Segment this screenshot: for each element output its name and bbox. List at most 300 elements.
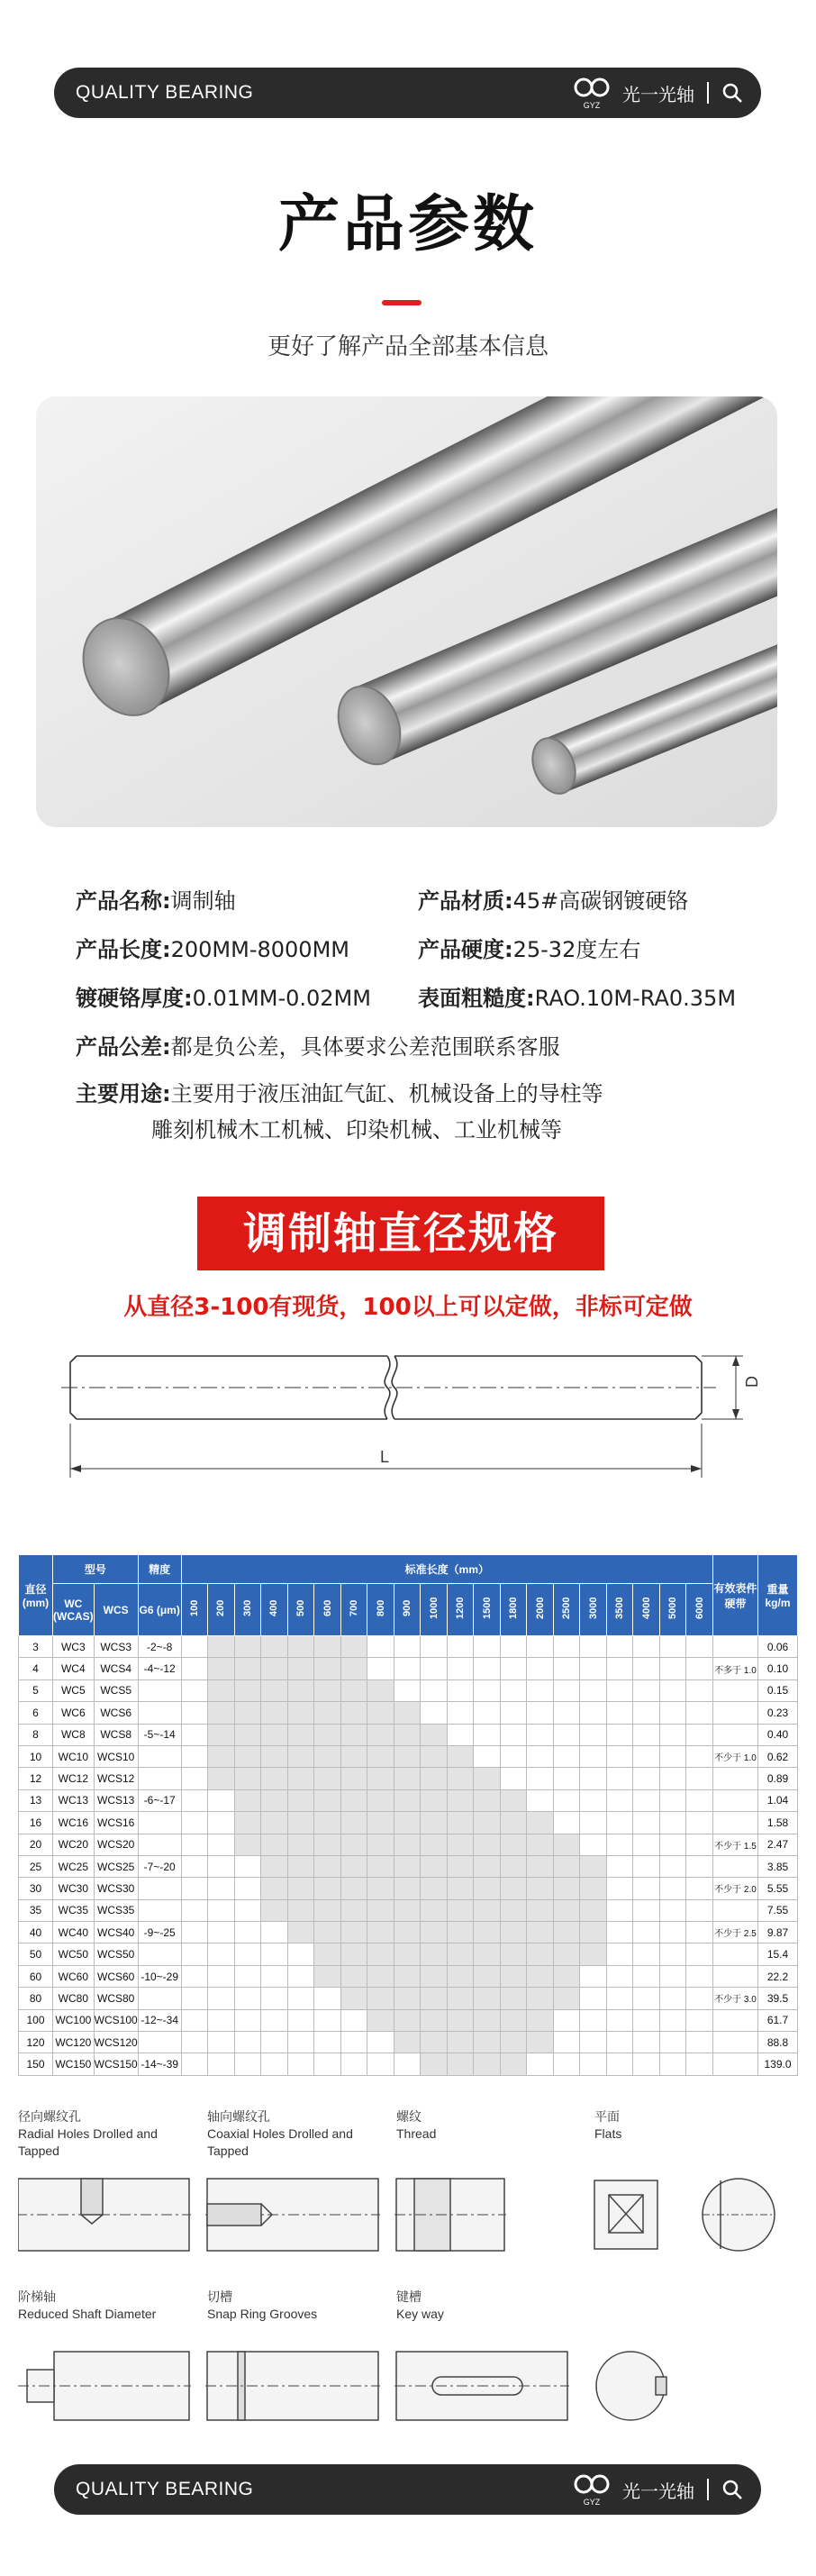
cell-availability bbox=[659, 1768, 686, 1789]
cell-availability bbox=[181, 1745, 208, 1767]
cell-availability bbox=[580, 1679, 607, 1701]
cell-wc: WC150 bbox=[53, 2053, 95, 2075]
cell-availability bbox=[340, 1988, 367, 2009]
cell-availability bbox=[340, 1943, 367, 1965]
cell-availability bbox=[208, 1658, 235, 1679]
cell-availability bbox=[287, 1855, 314, 1877]
cell-availability bbox=[394, 2032, 421, 2053]
cell-availability bbox=[234, 2032, 261, 2053]
col-g6: G6 (μm) bbox=[138, 1584, 181, 1636]
cell-availability bbox=[394, 1768, 421, 1789]
cell-effective: 不多于 1.0 bbox=[713, 1658, 758, 1679]
cell-wcs: WCS120 bbox=[94, 2032, 138, 2053]
table-row bbox=[19, 2009, 798, 2031]
cell-availability bbox=[234, 1724, 261, 1745]
cell-availability bbox=[633, 2032, 660, 2053]
spec-roughness: 表面粗糙度:RAO.10M-RA0.35M bbox=[418, 985, 737, 1011]
cell-wc: WC50 bbox=[53, 1943, 95, 1965]
cell-availability bbox=[314, 1922, 341, 1943]
cell-availability bbox=[500, 1988, 527, 2009]
cell-availability bbox=[421, 1988, 448, 2009]
cell-diameter: 60 bbox=[19, 1965, 53, 1987]
cell-availability bbox=[394, 1855, 421, 1877]
cell-availability bbox=[500, 1768, 527, 1789]
cell-availability bbox=[606, 1834, 633, 1855]
cell-availability bbox=[181, 1878, 208, 1899]
cell-availability bbox=[394, 1679, 421, 1701]
cell-weight: 0.89 bbox=[758, 1768, 798, 1789]
cell-availability bbox=[633, 1745, 660, 1767]
cell-availability bbox=[340, 1789, 367, 1811]
cell-availability bbox=[527, 2009, 554, 2031]
cell-availability bbox=[340, 1702, 367, 1724]
cell-availability bbox=[553, 2053, 580, 2075]
cell-availability bbox=[261, 2032, 288, 2053]
cell-availability bbox=[553, 1922, 580, 1943]
cell-availability bbox=[340, 1658, 367, 1679]
cell-availability bbox=[287, 1768, 314, 1789]
cell-availability bbox=[421, 2032, 448, 2053]
cell-availability bbox=[527, 1988, 554, 2009]
cell-availability bbox=[633, 1878, 660, 1899]
cell-availability bbox=[447, 2032, 474, 2053]
cell-availability bbox=[394, 1922, 421, 1943]
cell-availability bbox=[234, 1878, 261, 1899]
cell-weight: 139.0 bbox=[758, 2053, 798, 2075]
cell-availability bbox=[500, 1636, 527, 1658]
cell-availability bbox=[474, 1899, 501, 1921]
cell-availability bbox=[606, 1724, 633, 1745]
cell-availability bbox=[208, 1878, 235, 1899]
cell-availability bbox=[447, 1658, 474, 1679]
cell-wcs: WCS150 bbox=[94, 2053, 138, 2075]
col-length-100: 100 bbox=[181, 1584, 208, 1636]
cell-availability bbox=[659, 1789, 686, 1811]
col-precision: 精度 bbox=[138, 1555, 181, 1584]
cell-availability bbox=[474, 1855, 501, 1877]
cell-effective bbox=[713, 1724, 758, 1745]
cell-availability bbox=[421, 1658, 448, 1679]
cell-availability bbox=[340, 1812, 367, 1834]
cell-availability bbox=[261, 1943, 288, 1965]
cell-availability bbox=[261, 1878, 288, 1899]
cell-availability bbox=[314, 2032, 341, 2053]
col-diameter: 直径 (mm) bbox=[19, 1555, 53, 1636]
cell-availability bbox=[421, 2053, 448, 2075]
cell-availability bbox=[447, 1812, 474, 1834]
cell-wc: WC10 bbox=[53, 1745, 95, 1767]
spec-list bbox=[76, 874, 796, 1148]
brand-label: QUALITY BEARING bbox=[76, 82, 254, 103]
cell-availability bbox=[580, 1988, 607, 2009]
cell-wcs: WCS100 bbox=[94, 2009, 138, 2031]
cell-availability bbox=[234, 1834, 261, 1855]
cell-availability bbox=[553, 1834, 580, 1855]
cell-availability bbox=[686, 1834, 713, 1855]
cell-availability bbox=[287, 1878, 314, 1899]
feature-thread: 螺纹 Thread bbox=[396, 2109, 437, 2141]
table-row bbox=[19, 1636, 798, 1658]
cell-availability bbox=[580, 1789, 607, 1811]
cell-wc: WC16 bbox=[53, 1812, 95, 1834]
cell-availability bbox=[633, 2053, 660, 2075]
cell-availability bbox=[340, 1855, 367, 1877]
cell-availability bbox=[261, 1768, 288, 1789]
cell-availability bbox=[500, 1899, 527, 1921]
col-weight: 重量 kg/m bbox=[758, 1555, 798, 1636]
cell-availability bbox=[580, 1899, 607, 1921]
table-row bbox=[19, 1768, 798, 1789]
cell-availability bbox=[367, 2032, 394, 2053]
cell-availability bbox=[208, 1965, 235, 1987]
cell-availability bbox=[234, 1745, 261, 1767]
cell-availability bbox=[474, 1922, 501, 1943]
cell-wc: WC25 bbox=[53, 1855, 95, 1877]
table-row bbox=[19, 1679, 798, 1701]
cell-availability bbox=[314, 1878, 341, 1899]
cell-availability bbox=[686, 1724, 713, 1745]
feature-grid bbox=[18, 2108, 798, 2442]
cell-availability bbox=[553, 1943, 580, 1965]
cell-effective bbox=[713, 1812, 758, 1834]
shaft-drawing bbox=[54, 1334, 775, 1541]
cell-wc: WC13 bbox=[53, 1789, 95, 1811]
cell-availability bbox=[314, 1768, 341, 1789]
cell-tolerance: -4~-12 bbox=[138, 1658, 181, 1679]
cell-availability bbox=[181, 1943, 208, 1965]
cell-availability bbox=[500, 1812, 527, 1834]
cell-diameter: 6 bbox=[19, 1702, 53, 1724]
cell-availability bbox=[234, 1988, 261, 2009]
cell-availability bbox=[553, 1988, 580, 2009]
cell-availability bbox=[287, 2053, 314, 2075]
footer-divider bbox=[707, 2479, 709, 2500]
cell-availability bbox=[580, 1724, 607, 1745]
cell-availability bbox=[606, 1658, 633, 1679]
cell-availability bbox=[686, 1943, 713, 1965]
page-title: 产品参数 bbox=[277, 189, 538, 260]
cell-availability bbox=[421, 1679, 448, 1701]
col-length-800: 800 bbox=[367, 1584, 394, 1636]
cell-availability bbox=[340, 2053, 367, 2075]
cell-wcs: WCS10 bbox=[94, 1745, 138, 1767]
cell-weight: 7.55 bbox=[758, 1899, 798, 1921]
cell-availability bbox=[659, 2032, 686, 2053]
cell-wcs: WCS20 bbox=[94, 1834, 138, 1855]
cell-availability bbox=[659, 1724, 686, 1745]
cell-availability bbox=[686, 1988, 713, 2009]
cell-wcs: WCS80 bbox=[94, 1988, 138, 2009]
cell-availability bbox=[606, 1768, 633, 1789]
cell-availability bbox=[447, 1855, 474, 1877]
cell-availability bbox=[208, 1724, 235, 1745]
cell-availability bbox=[367, 1658, 394, 1679]
cell-availability bbox=[421, 1702, 448, 1724]
header-bar bbox=[54, 68, 761, 118]
col-length-1200: 1200 bbox=[447, 1584, 474, 1636]
cell-availability bbox=[447, 1745, 474, 1767]
cell-availability bbox=[447, 1702, 474, 1724]
cell-availability bbox=[421, 2009, 448, 2031]
cell-availability bbox=[181, 1834, 208, 1855]
cell-availability bbox=[287, 1658, 314, 1679]
cell-weight: 0.15 bbox=[758, 1679, 798, 1701]
cell-availability bbox=[340, 1965, 367, 1987]
cell-diameter: 80 bbox=[19, 1988, 53, 2009]
cell-effective bbox=[713, 1636, 758, 1658]
cell-availability bbox=[633, 1812, 660, 1834]
cell-availability bbox=[580, 1922, 607, 1943]
cell-tolerance bbox=[138, 1943, 181, 1965]
cell-availability bbox=[181, 1702, 208, 1724]
cell-availability bbox=[686, 1922, 713, 1943]
cell-availability bbox=[394, 1834, 421, 1855]
cell-availability bbox=[580, 1943, 607, 1965]
cell-availability bbox=[181, 1812, 208, 1834]
cell-availability bbox=[500, 1965, 527, 1987]
table-row bbox=[19, 1724, 798, 1745]
cell-availability bbox=[314, 1679, 341, 1701]
cell-availability bbox=[686, 2032, 713, 2053]
cell-availability bbox=[421, 1878, 448, 1899]
cell-availability bbox=[527, 2053, 554, 2075]
cell-availability bbox=[659, 1922, 686, 1943]
cell-availability bbox=[340, 1834, 367, 1855]
company-name: 光一光轴 bbox=[622, 83, 694, 105]
cell-availability bbox=[606, 1636, 633, 1658]
cell-availability bbox=[287, 1988, 314, 2009]
cell-wcs: WCS30 bbox=[94, 1878, 138, 1899]
cell-availability bbox=[527, 1834, 554, 1855]
cell-tolerance: -2~-8 bbox=[138, 1636, 181, 1658]
cell-availability bbox=[340, 1724, 367, 1745]
feature-snapring: 切槽 Snap Ring Grooves bbox=[207, 2289, 318, 2321]
cell-availability bbox=[421, 1812, 448, 1834]
footer-bar bbox=[54, 2464, 761, 2515]
cell-availability bbox=[527, 1658, 554, 1679]
header-divider bbox=[707, 82, 709, 104]
cell-availability bbox=[208, 1745, 235, 1767]
cell-wcs: WCS60 bbox=[94, 1965, 138, 1987]
cell-availability bbox=[394, 2053, 421, 2075]
table-row bbox=[19, 1745, 798, 1767]
cell-weight: 22.2 bbox=[758, 1965, 798, 1987]
cell-weight: 61.7 bbox=[758, 2009, 798, 2031]
cell-availability bbox=[659, 1679, 686, 1701]
cell-availability bbox=[208, 1768, 235, 1789]
search-icon[interactable] bbox=[721, 82, 743, 104]
cell-availability bbox=[181, 1855, 208, 1877]
cell-availability bbox=[181, 2009, 208, 2031]
footer-logo bbox=[572, 2471, 612, 2508]
cell-availability bbox=[234, 1943, 261, 1965]
cell-availability bbox=[633, 1855, 660, 1877]
cell-tolerance bbox=[138, 1988, 181, 2009]
cell-availability bbox=[208, 2053, 235, 2075]
cell-availability bbox=[394, 1965, 421, 1987]
cell-availability bbox=[606, 1745, 633, 1767]
page-subtitle: 更好了解产品全部基本信息 bbox=[267, 333, 549, 360]
diameter-label: D bbox=[743, 1376, 761, 1388]
cell-availability bbox=[686, 1789, 713, 1811]
cell-availability bbox=[394, 1745, 421, 1767]
cell-wcs: WCS12 bbox=[94, 1768, 138, 1789]
cell-availability bbox=[553, 2032, 580, 2053]
cell-availability bbox=[181, 1724, 208, 1745]
cell-availability bbox=[394, 1702, 421, 1724]
cell-availability bbox=[421, 1636, 448, 1658]
cell-effective bbox=[713, 1855, 758, 1877]
cell-availability bbox=[686, 1899, 713, 1921]
cell-availability bbox=[421, 1745, 448, 1767]
table-row bbox=[19, 1834, 798, 1855]
cell-availability bbox=[606, 1988, 633, 2009]
table-row bbox=[19, 2053, 798, 2075]
col-length-6000: 6000 bbox=[686, 1584, 713, 1636]
cell-availability bbox=[421, 1724, 448, 1745]
cell-wc: WC8 bbox=[53, 1724, 95, 1745]
cell-availability bbox=[686, 2009, 713, 2031]
cell-availability bbox=[181, 1789, 208, 1811]
cell-availability bbox=[659, 1636, 686, 1658]
col-length-5000: 5000 bbox=[659, 1584, 686, 1636]
cell-wc: WC6 bbox=[53, 1702, 95, 1724]
cell-availability bbox=[686, 1745, 713, 1767]
cell-availability bbox=[659, 1812, 686, 1834]
table-row bbox=[19, 1702, 798, 1724]
cell-wc: WC60 bbox=[53, 1965, 95, 1987]
cell-availability bbox=[580, 2009, 607, 2031]
table-row bbox=[19, 1789, 798, 1811]
cell-wcs: WCS3 bbox=[94, 1636, 138, 1658]
cell-availability bbox=[500, 1789, 527, 1811]
cell-availability bbox=[287, 2032, 314, 2053]
cell-availability bbox=[234, 1658, 261, 1679]
cell-availability bbox=[208, 1943, 235, 1965]
cell-availability bbox=[606, 1789, 633, 1811]
product-photo bbox=[36, 396, 777, 827]
cell-wc: WC100 bbox=[53, 2009, 95, 2031]
cell-wcs: WCS50 bbox=[94, 1943, 138, 1965]
cell-availability bbox=[181, 1658, 208, 1679]
cell-weight: 39.5 bbox=[758, 1988, 798, 2009]
cell-availability bbox=[447, 1768, 474, 1789]
cell-availability bbox=[474, 1658, 501, 1679]
col-length-300: 300 bbox=[234, 1584, 261, 1636]
cell-availability bbox=[394, 1812, 421, 1834]
cell-availability bbox=[659, 1965, 686, 1987]
cell-availability bbox=[394, 1789, 421, 1811]
col-length-400: 400 bbox=[261, 1584, 288, 1636]
cell-availability bbox=[208, 2032, 235, 2053]
cell-availability bbox=[208, 2009, 235, 2031]
cell-availability bbox=[367, 1834, 394, 1855]
cell-wc: WC5 bbox=[53, 1679, 95, 1701]
cell-availability bbox=[261, 1789, 288, 1811]
cell-availability bbox=[367, 1855, 394, 1877]
cell-effective bbox=[713, 2032, 758, 2053]
feature-drawings bbox=[18, 2108, 798, 2442]
cell-wc: WC3 bbox=[53, 1636, 95, 1658]
cell-availability bbox=[340, 1679, 367, 1701]
cell-availability bbox=[633, 1899, 660, 1921]
cell-availability bbox=[394, 1943, 421, 1965]
cell-availability bbox=[527, 1745, 554, 1767]
cell-availability bbox=[474, 1812, 501, 1834]
cell-diameter: 25 bbox=[19, 1855, 53, 1877]
cell-tolerance bbox=[138, 1702, 181, 1724]
cell-effective bbox=[713, 1702, 758, 1724]
cell-availability bbox=[474, 1768, 501, 1789]
cell-wc: WC4 bbox=[53, 1658, 95, 1679]
cell-availability bbox=[261, 1745, 288, 1767]
cell-availability bbox=[659, 1878, 686, 1899]
cell-availability bbox=[500, 1943, 527, 1965]
cell-availability bbox=[234, 1812, 261, 1834]
cell-availability bbox=[580, 1965, 607, 1987]
cell-availability bbox=[367, 1679, 394, 1701]
cell-availability bbox=[474, 2009, 501, 2031]
cell-availability bbox=[686, 1636, 713, 1658]
cell-availability bbox=[208, 1789, 235, 1811]
cell-availability bbox=[394, 1988, 421, 2009]
cell-availability bbox=[553, 1855, 580, 1877]
cell-availability bbox=[527, 2032, 554, 2053]
cell-effective bbox=[713, 1943, 758, 1965]
cell-tolerance: -7~-20 bbox=[138, 1855, 181, 1877]
cell-availability bbox=[659, 1834, 686, 1855]
table-row bbox=[19, 1658, 798, 1679]
footer-search-icon[interactable] bbox=[721, 2479, 743, 2500]
cell-availability bbox=[367, 1724, 394, 1745]
feature-radial: 径向螺纹孔 Radial Holes Drolled and Tapped bbox=[18, 2109, 158, 2158]
cell-availability bbox=[421, 1943, 448, 1965]
cell-availability bbox=[606, 1899, 633, 1921]
cell-diameter: 40 bbox=[19, 1922, 53, 1943]
footer-company-name: 光一光轴 bbox=[622, 2480, 694, 2502]
cell-availability bbox=[606, 1922, 633, 1943]
cell-diameter: 50 bbox=[19, 1943, 53, 1965]
cell-availability bbox=[527, 1789, 554, 1811]
cell-diameter: 20 bbox=[19, 1834, 53, 1855]
cell-availability bbox=[261, 1724, 288, 1745]
col-model: 型号 bbox=[53, 1555, 139, 1584]
cell-availability bbox=[606, 2009, 633, 2031]
cell-availability bbox=[633, 1702, 660, 1724]
cell-diameter: 120 bbox=[19, 2032, 53, 2053]
cell-availability bbox=[686, 1702, 713, 1724]
table-row bbox=[19, 1943, 798, 1965]
cell-availability bbox=[287, 1636, 314, 1658]
cell-availability bbox=[580, 1745, 607, 1767]
cell-availability bbox=[367, 1878, 394, 1899]
cell-availability bbox=[447, 1834, 474, 1855]
cell-availability bbox=[287, 1834, 314, 1855]
cell-availability bbox=[659, 1658, 686, 1679]
spec-table bbox=[18, 1554, 798, 2076]
cell-availability bbox=[580, 1658, 607, 1679]
cell-availability bbox=[394, 1878, 421, 1899]
cell-availability bbox=[633, 1943, 660, 1965]
cell-availability bbox=[527, 1702, 554, 1724]
cell-availability bbox=[181, 1965, 208, 1987]
cell-tolerance: -14~-39 bbox=[138, 2053, 181, 2075]
cell-availability bbox=[500, 1745, 527, 1767]
cell-availability bbox=[527, 1812, 554, 1834]
table-row bbox=[19, 2032, 798, 2053]
cell-availability bbox=[181, 2032, 208, 2053]
cell-availability bbox=[261, 2009, 288, 2031]
